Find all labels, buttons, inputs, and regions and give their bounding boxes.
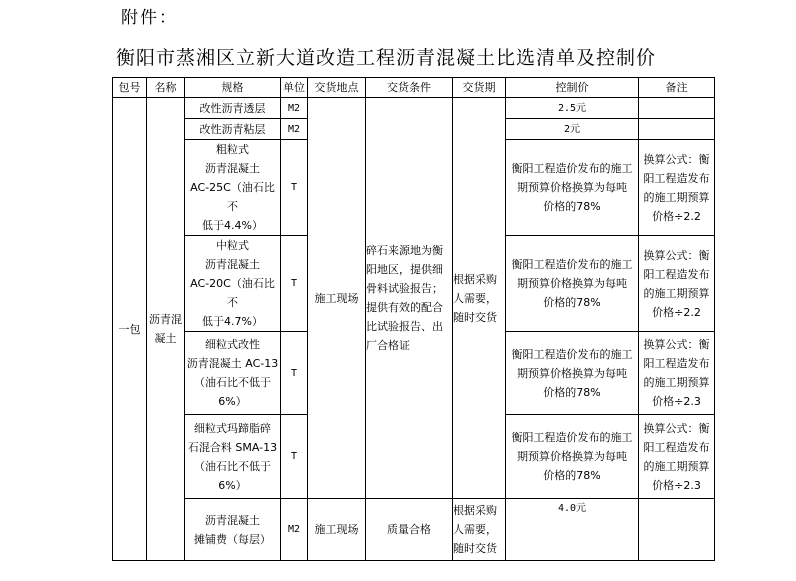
delivery-condition-cell: 质量合格 [366, 499, 453, 561]
header-spec: 规格 [185, 78, 281, 98]
unit-cell: T [281, 332, 308, 415]
header-price: 控制价 [506, 78, 639, 98]
delivery-location-cell: 施工现场 [308, 499, 366, 561]
price-cell: 4.0元 [506, 499, 639, 561]
price-table [112, 77, 715, 561]
unit-cell: T [281, 236, 308, 332]
header-unit: 单位 [281, 78, 308, 98]
table-row [113, 98, 715, 119]
header-note: 备注 [639, 78, 715, 98]
unit-cell: M2 [281, 499, 308, 561]
header-period: 交货期 [453, 78, 506, 98]
unit-cell: T [281, 415, 308, 499]
spec-cell: 改性沥青透层 [185, 98, 281, 119]
header-name: 名称 [147, 78, 185, 98]
note-cell [639, 119, 715, 140]
unit-cell: M2 [281, 98, 308, 119]
header-location: 交货地点 [308, 78, 366, 98]
spec-cell: 沥青混凝土 摊铺费（每层） [185, 499, 281, 561]
header-condition: 交货条件 [366, 78, 453, 98]
price-cell: 衡阳工程造价发布的施工 期预算价格换算为每吨 价格的78% [506, 415, 639, 499]
document-title: 衡阳市蒸湘区立新大道改造工程沥青混凝土比选清单及控制价 [116, 47, 657, 69]
table-row [113, 499, 715, 561]
spec-cell: 细粒式改性 沥青混凝土 AC-13 （油石比不低于 6%） [185, 332, 281, 415]
delivery-condition-cell: 碎石来源地为衡 阳地区，提供细 骨料试验报告； 提供有效的配合 比试验报告、出 厂合格证 [366, 98, 453, 499]
note-cell: 换算公式：衡 阳工程造发布 的施工期预算 价格÷2.2 [639, 236, 715, 332]
unit-cell: M2 [281, 119, 308, 140]
package-cell: 一包 [113, 98, 147, 561]
delivery-location-cell: 施工现场 [308, 98, 366, 499]
spec-cell: 改性沥青粘层 [185, 119, 281, 140]
note-cell: 换算公式：衡 阳工程造发布 的施工期预算 价格÷2.3 [639, 332, 715, 415]
delivery-period-cell: 根据采购 人需要， 随时交货 [453, 499, 506, 561]
note-cell: 换算公式：衡 阳工程造发布 的施工期预算 价格÷2.3 [639, 415, 715, 499]
price-cell: 衡阳工程造价发布的施工 期预算价格换算为每吨 价格的78% [506, 332, 639, 415]
header-package: 包号 [113, 78, 147, 98]
delivery-period-cell: 根据采购 人需要， 随时交货 [453, 98, 506, 499]
unit-cell: T [281, 140, 308, 236]
product-name-cell: 沥青混 凝土 [147, 98, 185, 561]
spec-cell: 中粒式 沥青混凝土 AC-20C（油石比不 低于4.7%） [185, 236, 281, 332]
note-cell [639, 499, 715, 561]
note-cell: 换算公式：衡 阳工程造发布 的施工期预算 价格÷2.2 [639, 140, 715, 236]
spec-cell: 粗粒式 沥青混凝土 AC-25C（油石比不 低于4.4%） [185, 140, 281, 236]
price-cell: 衡阳工程造价发布的施工 期预算价格换算为每吨 价格的78% [506, 236, 639, 332]
note-cell [639, 98, 715, 119]
price-cell: 2.5元 [506, 98, 639, 119]
spec-cell: 细粒式玛蹄脂碎 石混合料 SMA-13 （油石比不低于 6%） [185, 415, 281, 499]
price-cell: 2元 [506, 119, 639, 140]
price-cell: 衡阳工程造价发布的施工 期预算价格换算为每吨 价格的78% [506, 140, 639, 236]
attachment-label: 附件： [121, 8, 178, 28]
header-row [113, 78, 715, 98]
